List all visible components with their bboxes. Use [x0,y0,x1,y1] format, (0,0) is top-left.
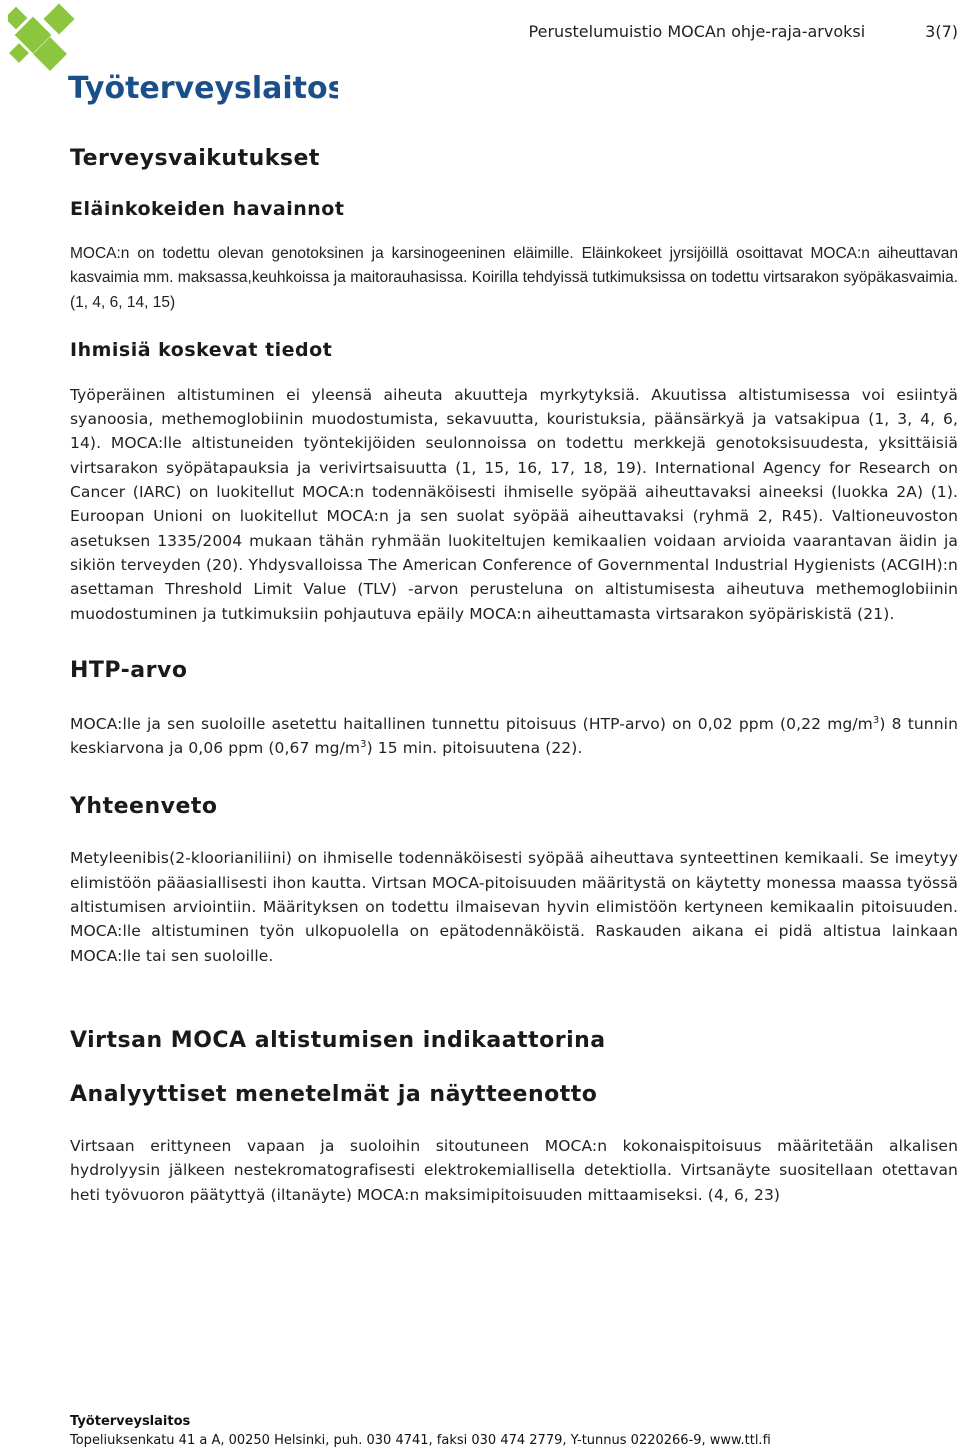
document-title: Perustelumuistio MOCAn ohje-raja-arvoksi [528,22,866,41]
heading-terveysvaikutukset: Terveysvaikutukset [70,146,320,171]
heading-analyyttiset: Analyyttiset menetelmät ja näytteenotto [70,1081,598,1107]
footer-org: Työterveyslaitos [70,1414,191,1429]
footer-address: Topeliuksenkatu 41 a A, 00250 Helsinki, puh. 030 4741, faksi 030 474 2779, Y-tunnus 0220266-9, www.ttl.fi [70,1433,771,1448]
page-header [260,22,960,41]
heading-elainkokeiden: Eläinkokeiden havainnot [70,198,345,220]
page-number: 3(7) [925,22,958,41]
heading-ihmisia: Ihmisiä koskevat tiedot [70,338,333,361]
paragraph-htp: MOCA:lle ja sen suoloille asetettu haitallinen tunnettu pitoisuus (HTP-arvo) on 0,02 ppm (0,22 $mg/m^3$) 8 tunnin keskiarvona ja 0,06 ppm (0,67 $mg/m^3$) 15 min. pitoisuutena (22). [70,714,958,758]
paragraph-analyyttiset: Virtsaan erittyneen vapaan ja suoloihin sitoutuneen MOCA:n kokonaispitoisuus määritetään alkalisen hydrolyysin jälkeen nestekromatografisesti elektrokemiallisella detektiolla. Virtsanäyte suositellaan otettavan heti työvuoron päätyttyä (iltanäyte) MOCA:n maksimipitoisuuden mittaamiseksi. (4, 6, 23) [70,1136,958,1204]
paragraph-elainkokeiden: MOCA:n on todettu olevan genotoksinen ja karsinogeeninen eläimille. Eläinkokeet jyrsijöillä osoittavat MOCA:n aiheuttavan kasvaimia mm. maksassa,keuhkoissa ja maitorauhasissa. Koirilla tehdyissä tutkimuksissa on todettu virtsarakon syöpäkasvaimia. (1, 4, 6, 14, 15) [70,245,958,311]
logo-mark-icon [8,3,75,71]
main-content [70,140,958,1207]
heading-htp: HTP-arvo [70,657,188,683]
heading-virtsan: Virtsan MOCA altistumisen indikaattorina [70,1027,606,1053]
svg-text:Työterveyslaitos: Työterveyslaitos [68,71,338,106]
paragraph-yhteenveto: Metyleenibis(2-kloorianiliini) on ihmiselle todennäköisesti syöpää aiheuttava synteettinen kemikaali. Se imeytyy elimistöön pääasiallisesti ihon kautta. Virtsan MOCA-pitoisuuden määritystä on käytetty monessa maassa työssä altistumisen arviointiin. Määrityksen on todettu ilmaisevan hyvin elimistöön kertyneen kemikaalin pitoisuuden. MOCA:lle altistuminen työn ulkopuolella on epätodennäköistä. Raskauden aikana ei pidä altistua lainkaan MOCA:lle tai sen suoloille. [70,849,958,965]
heading-yhteenveto: Yhteenveto [70,794,218,820]
ttl-logo [8,2,338,112]
paragraph-ihmisia: Työperäinen altistuminen ei yleensä aiheuta akuutteja myrkytyksiä. Akuutissa altistumisessa voi esiintyä syanoosia, methemoglobiinin muodostumista, sekavuutta, kouristuksia, päänsärkyä ja vatsakipua (1, 3, 4, 6, 14). MOCA:lle altistuneiden työntekijöiden seulonnoissa on todettu merkkejä genotoksisuudesta, yksittäisiä virtsarakon syöpätapauksia ja verivirtsaisuutta (1, 15, 16, 17, 18, 19). International Agency for Research on Cancer (IARC) on luokitellut MOCA:n todennäköisesti ihmiselle syöpää aiheuttavaksi aineeksi (luokka 2A) (1). Euroopan Unioni on luokitellut MOCA:n ja sen suolat syöpää aiheuttavaksi (ryhmä 2, R45). Valtioneuvoston asetuksen 1335/2004 mukaan tähän ryhmään luokiteltujen kemikaalien voidaan arvioida vaarantavan äidin ja sikiön terveyden (20). Yhdysvalloissa The American Conference of Governmental Industrial Hygienists (ACGIH):n asettaman Threshold Limit Value (TLV) -arvon perusteluna on altistumisesta aiheutuva methemoglobiinin muodostuminen ja tutkimuksiin pohjautuva epäily MOCA:n aiheuttamasta virtsarakon syöpäriskistä (21). [70,385,958,623]
page-footer [70,1412,771,1450]
